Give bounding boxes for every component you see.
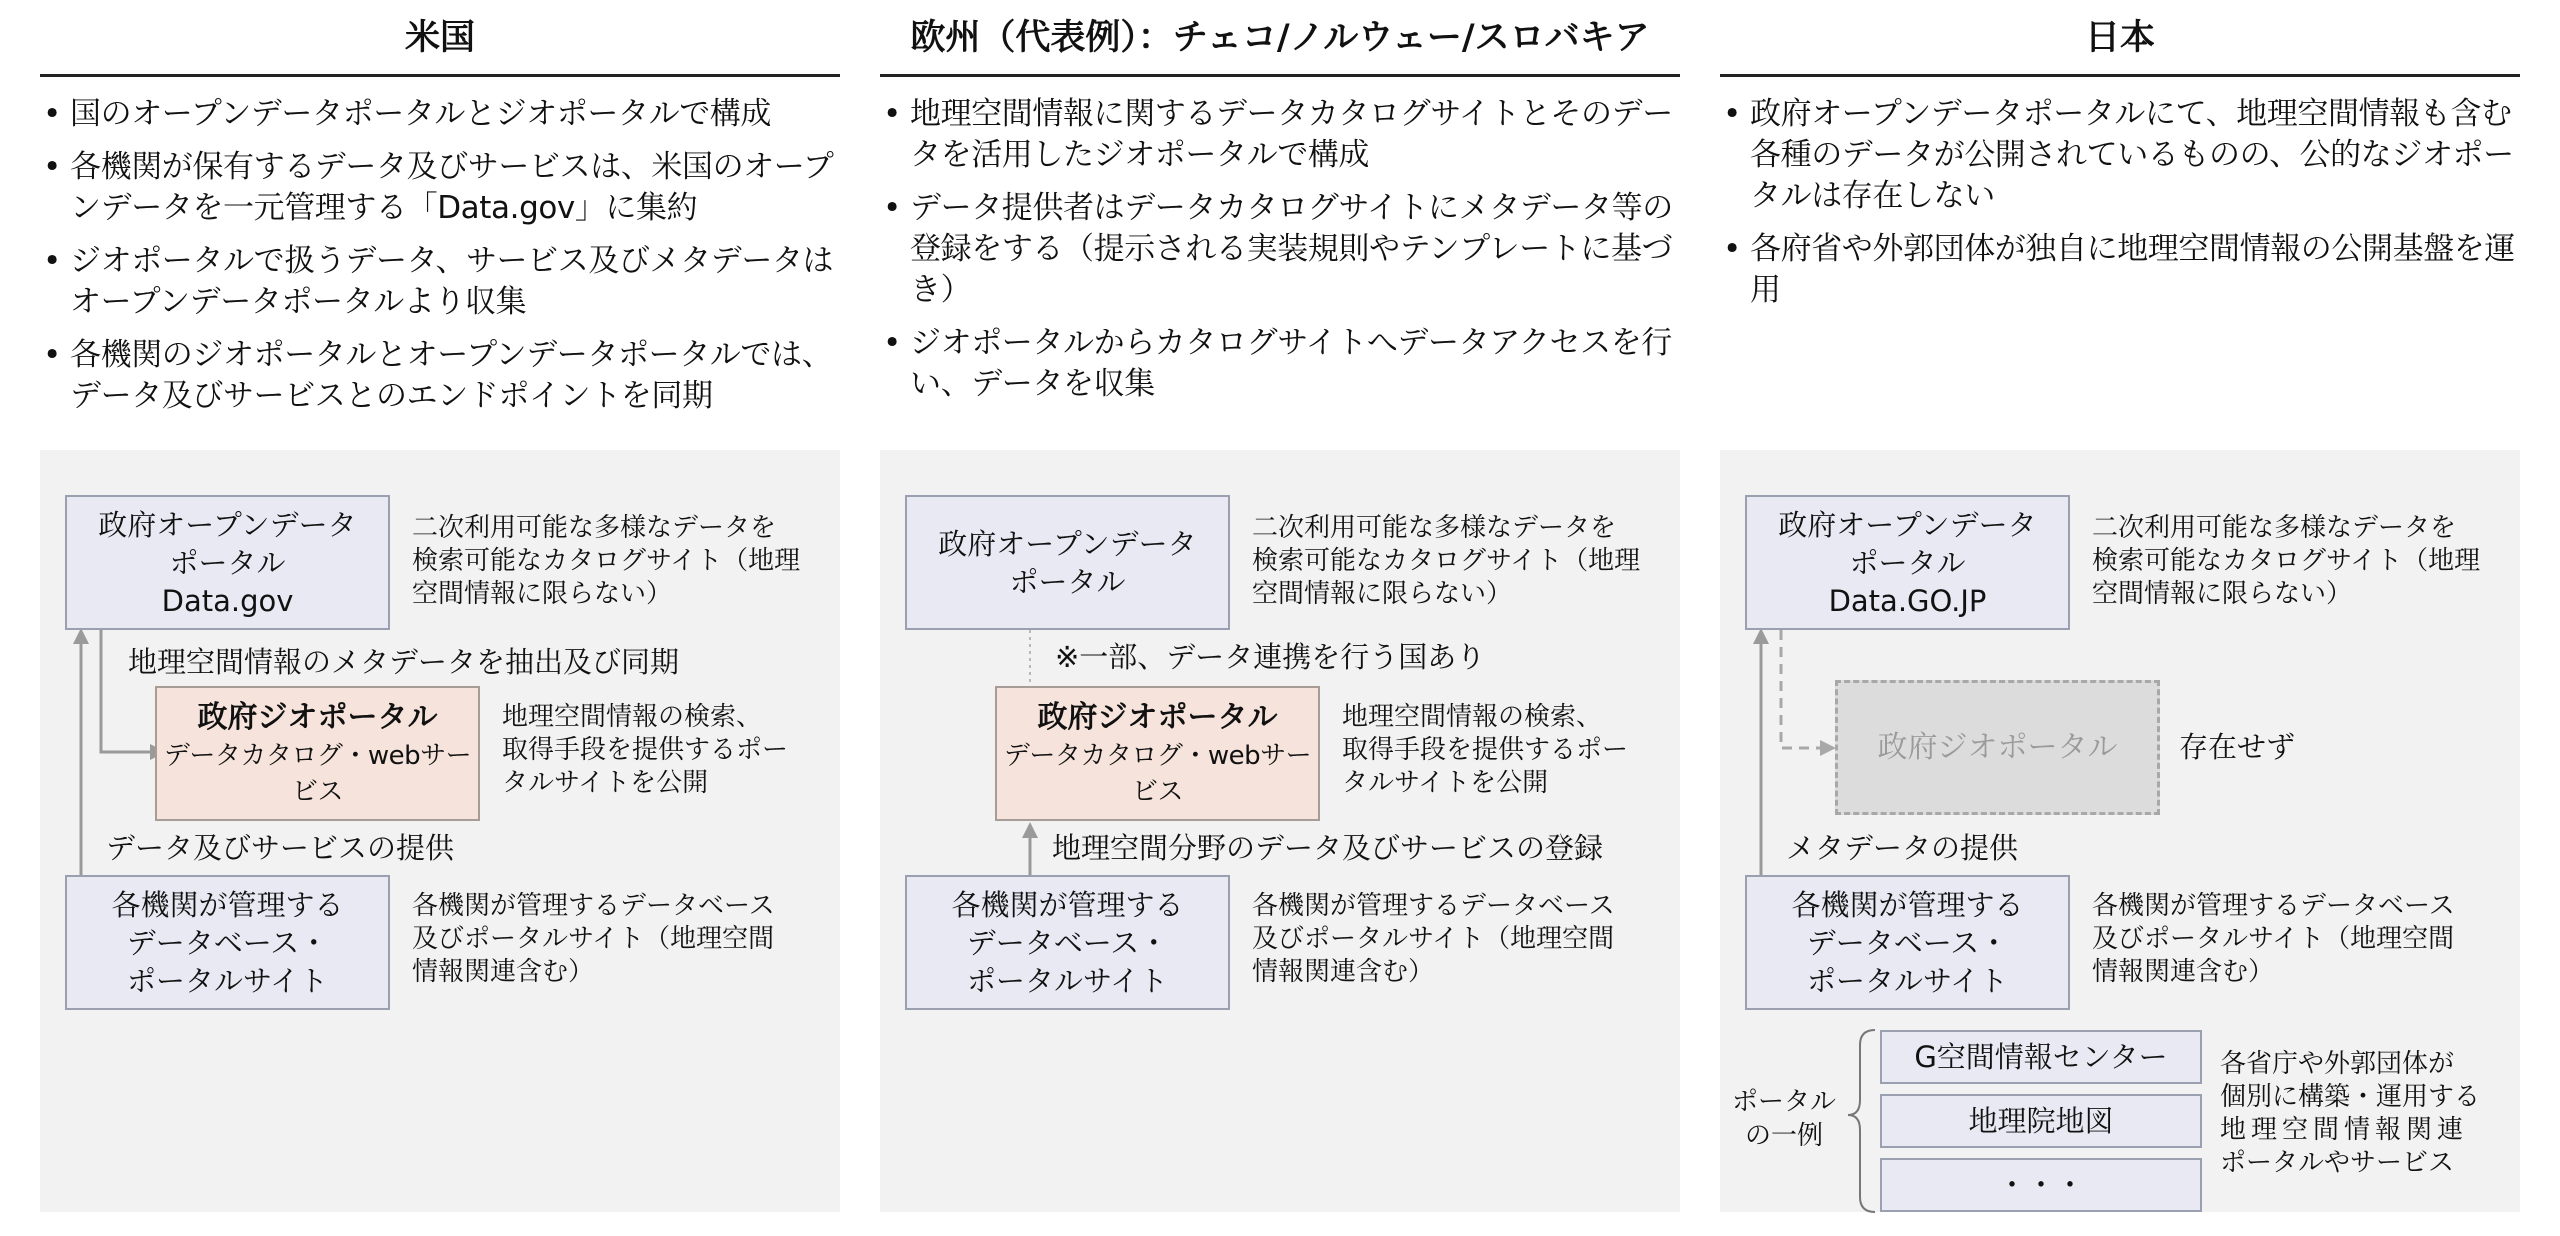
desc-line: 及びポータルサイト（地理空間 (2092, 924, 2455, 954)
bullet-item: • ジオポータルで扱うデータ、サービス及びメタデータはオープンデータポータルより収集 (40, 241, 840, 323)
portal-example-label (1732, 1085, 1836, 1153)
open-data-portal-box (1745, 495, 2070, 630)
desc-line: 情報関連含む） (412, 957, 595, 987)
desc-line: 取得手段を提供するポー (1342, 735, 1629, 765)
provide-label: データ及びサービスの提供 (106, 831, 455, 865)
desc-line: 地理空間情報関連 (2220, 1115, 2469, 1145)
not-exist-label: 存在せず (2179, 730, 2296, 764)
portal-item-more (1880, 1158, 2202, 1212)
box-line: ポータル (169, 545, 286, 580)
box-line: データベース・ (966, 925, 1169, 960)
desc-line: 二次利用可能な多様なデータを (2092, 513, 2457, 543)
desc-line: 取得手段を提供するポー (502, 735, 789, 765)
box-line: 各機関が管理する (951, 887, 1184, 922)
open-portal-description (412, 512, 800, 611)
geoportal-box (155, 686, 480, 821)
desc-line: 空間情報に限らない） (1252, 579, 1513, 609)
column-title: 米国 (404, 18, 475, 58)
partial-link-label: ※一部、データ連携を行う国あり (1055, 640, 1486, 674)
desc-line: 及びポータルサイト（地理空間 (1252, 924, 1615, 954)
desc-line: 地理空間情報の検索、 (1342, 702, 1603, 732)
box-line: 政府ジオポータル (1877, 729, 2118, 765)
desc-line: タルサイトを公開 (1342, 768, 1549, 798)
agency-description (1252, 890, 1615, 989)
desc-line: の一例 (1745, 1121, 1824, 1151)
agency-box (65, 875, 390, 1010)
box-line: データカタログ・webサービス (1003, 740, 1312, 807)
desc-line: 二次利用可能な多様なデータを (1252, 513, 1617, 543)
open-data-portal-box (905, 495, 1230, 630)
box-line: 政府オープンデータ (98, 507, 357, 542)
box-line: 政府オープンデータ (938, 526, 1197, 561)
column-japan (1720, 0, 2520, 1236)
column-eu (880, 0, 1680, 1236)
bullet-item: • データ提供者はデータカタログサイトにメタデータ等の登録をする（提示される実装規則やテンプレートに基づき） (880, 188, 1680, 311)
box-line: ・・・ (1997, 1168, 2085, 1202)
column-title: 欧州（代表例）：チェコ/ノルウェー/スロバキア (910, 18, 1650, 58)
box-line: ポータルサイト (127, 963, 328, 998)
bullet-item: • 各府省や外郭団体が独自に地理空間情報の公開基盤を運用 (1720, 229, 2520, 311)
box-line: データカタログ・webサービス (163, 740, 472, 807)
open-data-portal-box (65, 495, 390, 630)
box-line: ポータル (1849, 545, 1966, 580)
box-line: ポータルサイト (967, 963, 1168, 998)
geoportal-nonexistent-box (1835, 680, 2160, 815)
desc-line: 情報関連含む） (1252, 957, 1435, 987)
desc-line: 検索可能なカタログサイト（地理 (1252, 546, 1641, 576)
portal-item-gsi-map (1880, 1094, 2202, 1148)
desc-line: 地理空間情報の検索、 (502, 702, 763, 732)
box-line: ポータル (1009, 564, 1126, 599)
desc-line: 検索可能なカタログサイト（地理 (412, 546, 801, 576)
bullet-item: • 地理空間情報に関するデータカタログサイトとそのデータを活用したジオポータルで構成 (880, 94, 1680, 176)
bullet-item: • 各機関のジオポータルとオープンデータポータルでは、データ及びサービスとのエンドポイントを同期 (40, 335, 840, 417)
box-line: 政府オープンデータ (1778, 507, 2037, 542)
agency-box (1745, 875, 2070, 1010)
bullet-item: • 政府オープンデータポータルにて、地理空間情報も含む各種のデータが公開されているものの、公的なジオポータルは存在しない (1720, 94, 2520, 217)
agency-description (2092, 890, 2455, 989)
box-line: 政府ジオポータル (1037, 699, 1278, 735)
bullet-item: • 各機関が保有するデータ及びサービスは、米国のオープンデータを一元管理する「Data.gov」に集約 (40, 147, 840, 229)
desc-line: 個別に構築・運用する (2220, 1082, 2481, 1112)
box-line: 政府ジオポータル (197, 699, 438, 735)
desc-line: 二次利用可能な多様なデータを (412, 513, 777, 543)
agency-description (412, 890, 775, 989)
desc-line: 各省庁や外郭団体が (2220, 1049, 2455, 1079)
box-line: 各機関が管理する (1791, 887, 2024, 922)
desc-line: 各機関が管理するデータベース (1252, 891, 1615, 921)
box-line: 各機関が管理する (111, 887, 344, 922)
sync-label: 地理空間情報のメタデータを抽出及び同期 (128, 645, 680, 679)
open-portal-description (1252, 512, 1640, 611)
box-line: 地理院地図 (1968, 1104, 2114, 1138)
column-us (40, 0, 840, 1236)
box-line: ポータルサイト (1807, 963, 2008, 998)
geoportal-box (995, 686, 1320, 821)
desc-line: 空間情報に限らない） (412, 579, 673, 609)
desc-line: 空間情報に限らない） (2092, 579, 2353, 609)
open-portal-description (2092, 512, 2480, 611)
box-line: Data.gov (161, 583, 294, 618)
portal-item-g-space (1880, 1030, 2202, 1084)
column-title: 日本 (2084, 18, 2155, 58)
box-line: Data.GO.JP (1828, 583, 1987, 618)
desc-line: ポータル (1732, 1087, 1837, 1117)
desc-line: 及びポータルサイト（地理空間 (412, 924, 775, 954)
metadata-label: メタデータの提供 (1786, 831, 2019, 865)
desc-line: タルサイトを公開 (502, 768, 709, 798)
box-line: データベース・ (126, 925, 329, 960)
register-label: 地理空間分野のデータ及びサービスの登録 (1052, 831, 1604, 865)
box-line: データベース・ (1806, 925, 2009, 960)
desc-line: 各機関が管理するデータベース (412, 891, 775, 921)
desc-line: 情報関連含む） (2092, 957, 2275, 987)
desc-line: 検索可能なカタログサイト（地理 (2092, 546, 2481, 576)
agency-box (905, 875, 1230, 1010)
bullet-item: • 国のオープンデータポータルとジオポータルで構成 (40, 94, 840, 135)
bullet-item: • ジオポータルからカタログサイトへデータアクセスを行い、データを収集 (880, 323, 1680, 405)
box-line: G空間情報センター (1914, 1040, 2168, 1074)
desc-line: 各機関が管理するデータベース (2092, 891, 2455, 921)
geoportal-description (502, 701, 788, 800)
geoportal-description (1342, 701, 1628, 800)
portals-description (2220, 1048, 2480, 1180)
desc-line: ポータルやサービス (2220, 1148, 2455, 1178)
